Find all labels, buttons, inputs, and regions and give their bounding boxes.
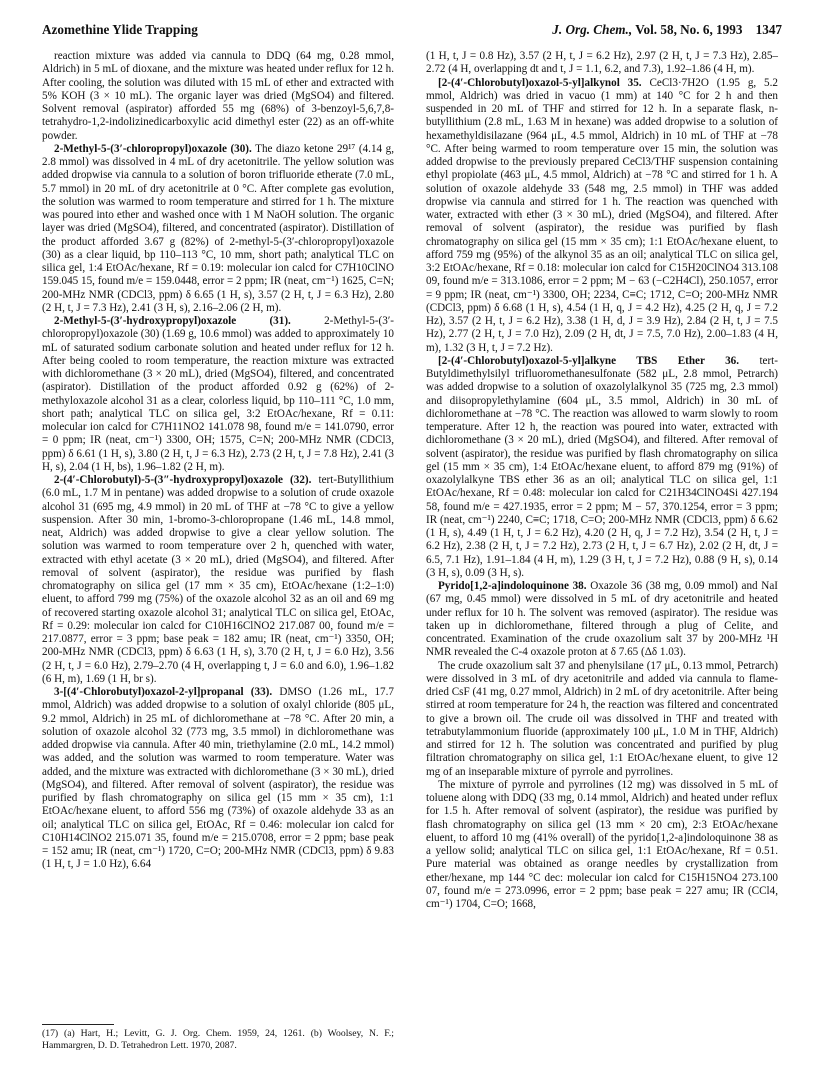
- section-heading: 2-Methyl-5-(3′-hydroxypropyl)oxazole (31).: [54, 315, 291, 327]
- volume-info: Vol. 58, No. 6, 1993: [635, 22, 743, 37]
- right-column: [426, 50, 778, 911]
- paragraph: [426, 50, 778, 77]
- paragraph: [42, 143, 394, 315]
- journal-name: J. Org. Chem.,: [552, 22, 633, 37]
- paragraph: [42, 686, 394, 872]
- running-title: Azomethine Ylide Trapping: [42, 22, 198, 37]
- paragraph: [42, 50, 394, 143]
- section-heading: 2-(4′-Chlorobutyl)-5-(3″-hydroxypropyl)oxazole (32).: [54, 474, 312, 486]
- section-heading: [2-(4′-Chlorobutyl)oxazol-5-yl]alkynol 35.: [438, 76, 642, 89]
- page-number: 1347: [755, 22, 782, 37]
- paragraph-text: tert-Butyldimethylsilyl trifluoromethanesulfonate (582 μL, 2.8 mmol, Petrarch) was added dropwise to a solution of oxazolylalkynol 35 (725 mg, 2.3 mmol) and diisopropylethylamine (604 μL, 3.5 mmol, Aldrich) in 30 mL of dichloromethane at −78 °C. The reaction was allowed to warm slowly to room temperature. After 12 h, the reaction was poured into water, extracted with dichloromethane (3 × 20 mL), dried (MgSO4), and filtered. After removal of solvent (aspirator), the residue was purified by flash chromatography on silica gel (15 mm × 35 cm), 1:4 EtOAc/hexane eluent, to afford 879 mg (91%) of oxazolylalkyne TBS ether 36 as an oil; analytical TLC on silica gel, 1:1 EtOAc/hexane, Rf = 0.48: molecular ion calcd for C21H34ClNO4Si 427.194 58, found m/e = 427.1935, error = 2 ppm; M − 57, 370.1254, error = 3 ppm; IR (neat, cm⁻¹) 2240, C≡C; 1718, C=O; 200-MHz NMR (CDCl3, ppm) δ 6.62 (1 H, s), 4.49 (1 H, t, J = 6.2 Hz), 4.20 (2 H, q, J = 7.2 Hz), 3.54 (2 H, t, J = 6.2 Hz), 2.38 (2 H, t, J = 7.2 Hz), 2.73 (2 H, t, J = 6.7 Hz), 2.02 (2 H, dt, J = 6.5, 7.1 Hz), 1.91–1.84 (4 H, m), 1.29 (3 H, t, J = 7.2 Hz), 0.88 (9 H, s), 0.14 (3 H, s), 0.09 (3 H, s).: [426, 354, 778, 579]
- paragraph: [42, 474, 394, 686]
- paragraph-text: reaction mixture was added via cannula to DDQ (64 mg, 0.28 mmol, Aldrich) in 5 mL of dioxane, and the mixture was heated under reflux for 12 h. After cooling, the solution was diluted with 15 mL of ether and extracted with 5% KOH (3 × 10 mL). The organic layer was dried (MgSO4) and filtered. Solvent removal (aspirator) afforded 55 mg (68%) of 3-benzoyl-5,6,7,8-tetrahydro-1,2-indolizinedicarboxylic acid dimethyl ester (22) as an off-white powder.: [42, 50, 394, 142]
- paragraph-text: (1 H, t, J = 0.8 Hz), 3.57 (2 H, t, J = 6.2 Hz), 2.97 (2 H, t, J = 7.3 Hz), 2.85–2.72 (4 H, overlapping dt and t, J = 1.1, 6.2, and 7.3), 1.92–1.86 (4 H, m).: [426, 50, 778, 76]
- paragraph: [426, 660, 778, 779]
- footnote: (17) (a) Hart, H.; Levitt, G. J. Org. Chem. 1959, 24, 1261. (b) Woolsey, N. F.; Hammargren, D. D. Tetrahedron Lett. 1970, 2087.: [42, 1028, 394, 1051]
- section-heading: [2-(4′-Chlorobutyl)oxazol-5-yl]alkyne TBS Ether 36.: [438, 354, 740, 367]
- paragraph-text: The crude oxazolium salt 37 and phenylsilane (17 μL, 0.13 mmol, Petrarch) were dissolved in 3 mL of dry acetonitrile and added via cannula to flame-dried CsF (41 mg, 0.27 mmol, Aldrich) in 2 mL of dry acetonitrile. After being stirred at room temperature for 24 h, the reaction was filtered and concentrated to give a brown oil. The crude oil was dissolved in THF and treated with tetrabutylammonium fluoride (approximately 100 μL, 1.0 M in THF, Aldrich) and stirred for 12 h. The solution was concentrated and purified by plug filtration chromatography on silica gel, 1:1 EtOAc/hexane eluent, to give 12 mg of an inseparable mixture of pyrrole and pyrrolines.: [426, 659, 778, 778]
- paragraph-text: CeCl3·7H2O (1.95 g, 5.2 mmol, Aldrich) was dried in vacuo (1 mm) at 140 °C for 2 h and then suspended in 20 mL of THF and stirred for 12 h. In a separate flask, n-butyllithium (2.8 mL, 1.63 M in hexane) was added dropwise to a solution of hexamethyldisilazane (964 μL, 4.5 mmol, Aldrich) in 10 mL of THF at −78 °C. After being warmed to room temperature over 15 min, the solution was added dropwise to the previously prepared CeCl3/THF suspension containing ethyl propiolate (463 μL, 4.5 mmol, Aldrich) at −78 °C and stirred for 1 h. A solution of oxazole aldehyde 33 (548 mg, 2.5 mmol) in THF was added dropwise via cannula and stirred for 1 h. The reaction was quenched with water, extracted with ether (3 × 30 mL), dried (MgSO4), and filtered. After removal of solvent (aspirator), the residue was purified by flash chromatography on silica gel (15 mm × 35 cm); 1:1 EtOAc/hexane eluent, to afford 759 mg (95%) of the alkynol 35 as an oil; analytical TLC on silica gel, 3:2 EtOAc/hexane, Rf = 0.18: molecular ion calcd for C15H20ClNO4 313.108 09, found m/e = 313.1086, error = 2 ppm; M − 63 (−C2H4Cl), 250.1057, error = 9 ppm; IR (neat, cm⁻¹) 3300, OH; 2234, C≡C; 1712, C=O; 200-MHz NMR (CDCl3, ppm) δ 6.68 (1 H, s), 4.54 (1 H, q, J = 4.2 Hz), 4.25 (2 H, q, J = 7.2 Hz), 3.57 (2 H, t, J = 6.2 Hz), 3.38 (1 H, d, J = 3.9 Hz), 2.84 (2 H, t, J = 7.5 Hz), 2.77 (2 H, t, J = 7.0 Hz), 2.09 (2 H, dt, J = 7.5, 7.0 Hz), 2.00–1.83 (4 H, m), 1.32 (3 H, t, J = 7.2 Hz).: [426, 76, 778, 354]
- paragraph: [426, 779, 778, 912]
- section-heading: 2-Methyl-5-(3′-chloropropyl)oxazole (30).: [54, 142, 252, 155]
- footnote-rule: [42, 1024, 114, 1025]
- paragraph-text: 2-Methyl-5-(3′-chloropropyl)oxazole (30) (1.69 g, 10.6 mmol) was added to approximately 10 mL of saturated sodium carbonate solution and heated under reflux for 12 h. After being cooled to room temperature, the reaction mixture was extracted with dichloromethane (3 × 20 mL), dried (MgSO4), filtered, and concentrated (aspirator). Distillation of the product afforded 0.92 g (62%) of 2-methyloxazole alcohol 31 as a clear, colorless liquid, bp 110–111 °C, 1.0 mm, short path; analytical TLC on silica gel, 3:2 EtOAc/hexane, Rf = 0.11: molecular ion calcd for C7H11NO2 141.078 98, found m/e = 141.0790, error = 0 ppm; IR (neat, cm⁻¹) 3300, OH; 1575, C=N; 200-MHz NMR (CDCl3, ppm) δ 6.61 (1 H, s), 3.80 (2 H, t, J = 6.3 Hz), 2.73 (2 H, t, J = 7.8 Hz), 2.41 (3 H, s), 2.04 (1 H, bs), 1.96–1.82 (2 H, m).: [42, 315, 394, 473]
- section-heading: Pyrido[1,2-a]indoloquinone 38.: [438, 580, 587, 592]
- paragraph: [42, 315, 394, 474]
- running-header: [42, 22, 782, 42]
- paragraph: [426, 580, 778, 660]
- paragraph: [426, 355, 778, 580]
- paragraph-text: DMSO (1.26 mL, 17.7 mmol, Aldrich) was added dropwise to a solution of oxalyl chloride (805 μL, 9.2 mmol, Aldrich) in 25 mL of dichloromethane at −78 °C. After 20 min, a solution of oxazole alcohol 32 (773 mg, 3.5 mmol) in dichloromethane was added dropwise via cannula. After 40 min, triethylamine (2.0 mL, 14.2 mmol) was added, and the solution was warmed to room temperature. Water was added, and the mixture was extracted with dichloromethane (3 × 30 mL), dried (MgSO4), and filtered. After removal of solvent (aspirator), the residue was purified by flash chromatography on silica gel (15 mm × 35 cm), 1:1 EtOAc/hexane eluent, to afford 556 mg (73%) of oxazole aldehyde 33 as an oil; analytical TLC on silica gel, EtOAc, Rf = 0.46: molecular ion calcd for C10H14ClNO2 215.071 35, found m/e = 215.0708, error = 2 ppm; base peak = 152 amu; IR (neat, cm⁻¹) 1720, C=O; 200-MHz NMR (CDCl3, ppm) δ 9.83 (1 H, t, J = 1.0 Hz), 6.64: [42, 686, 394, 871]
- journal-citation: [552, 22, 782, 38]
- section-heading: 3-[(4′-Chlorobutyl)oxazol-2-yl]propanal (33).: [54, 686, 273, 698]
- paragraph-text: The diazo ketone 29¹⁷ (4.14 g, 2.8 mmol) was dissolved in 4 mL of dry acetonitrile. The yellow solution was added dropwise via cannula to a solution of boron trifluoride etherate (7.0 mL, 5.7 mmol) in 20 mL of dry acetonitrile at 0 °C. After complete gas evolution, the solution was warmed to room temperature and stirred for 1 h. The mixture was poured into ether and washed once with 1 M NaOH solution. The organic layer was dried (MgSO4), filtered, and concentrated (aspirator). Distillation of the product afforded 3.67 g (82%) of 2-methyl-5-(3′-chloropropyl)oxazole (30) as a clear liquid, bp 110–113 °C, 10 mm, short path; analytical TLC on silica gel, 1:4 EtOAc/hexane, Rf = 0.19: molecular ion calcd for C7H10ClNO 159.045 15, found m/e = 159.0448, error = 2 ppm; IR (neat, cm⁻¹) 1625, C=N; 200-MHz NMR (CDCl3, ppm) δ 6.65 (1 H, s), 3.57 (2 H, t, J = 6.3 Hz), 2.80 (2 H, t, J = 7.3 Hz), 2.41 (3 H, s), 2.16–2.06 (2 H, m).: [42, 142, 394, 314]
- paragraph-text: Oxazole 36 (38 mg, 0.09 mmol) and NaI (67 mg, 0.45 mmol) were dissolved in 5 mL of dry acetonitrile and heated under reflux for 10 h. The solvent was removed (aspirator). The residue was taken up in dichloromethane, filtered through a plug of Celite, and concentrated. Examination of the crude oxazolium salt 37 by 200-MHz ¹H NMR revealed the C-4 oxazole proton at δ 7.65 (Δδ 1.03).: [426, 580, 778, 659]
- paragraph: [426, 77, 778, 355]
- paragraph-text: The mixture of pyrrole and pyrrolines (12 mg) was dissolved in 5 mL of toluene along with DDQ (33 mg, 0.14 mmol, Aldrich) and heated under reflux for 1.5 h. After removal of solvent (aspirator), the residue was purified by flash chromatography on silica gel (13 mm × 20 cm), 2:3 EtOAc/hexane eluent, to afford 10 mg (41% overall) of the pyrido[1,2-a]indoloquinone 38 as a yellow solid; analytical TLC on silica gel, 1:1 EtOAc/hexane, Rf = 0.51. Pure material was obtained as orange needles by crystallization from ether/hexane, mp 144 °C dec: molecular ion calcd for C15H15NO4 273.100 07, found m/e = 273.0996, error = 2 ppm; base peak = 227 amu; IR (CCl4, cm⁻¹) 1704, C=O; 1668,: [426, 778, 778, 910]
- paragraph-text: tert-Butyllithium (6.0 mL, 1.7 M in pentane) was added dropwise to a solution of crude oxazole alcohol 31 (695 mg, 4.9 mmol) in 20 mL of THF at −78 °C to give a yellow suspension. After 30 min, 1-bromo-3-chloropropane (1.46 mL, 14.8 mmol, neat, Aldrich) was added dropwise to give a clear yellow solution. The solution was warmed to room temperature over 2 h, quenched with water, extracted with ethyl acetate (3 × 20 mL), dried (MgSO4), and filtered. After removal of solvent (aspirator), the residue was purified by flash chromatography on silica gel (17 mm × 35 cm), EtOAc/hexane (1:2–1:0) eluent, to afford 799 mg (75%) of the oxazole alcohol 32 as an oil and 69 mg of recovered starting oxazole alcohol 31; analytical TLC on silica gel, EtOAc, Rf = 0.29: molecular ion calcd for C10H16ClNO2 217.087 00, found m/e = 217.0877, error = 3 ppm; base peak = 182 amu; IR (neat, cm⁻¹) 3350, OH; 200-MHz NMR (CDCl3, ppm) δ 6.63 (1 H, s), 3.70 (2 H, t, J = 6.0 Hz), 3.56 (2 H, t, J = 6.0 Hz), 2.79–2.70 (4 H, overlapping t, J = 6.0 and 6.0), 1.96–1.82 (6 H, m), 1.69 (1 H, br s).: [42, 474, 394, 685]
- left-column: [42, 50, 394, 872]
